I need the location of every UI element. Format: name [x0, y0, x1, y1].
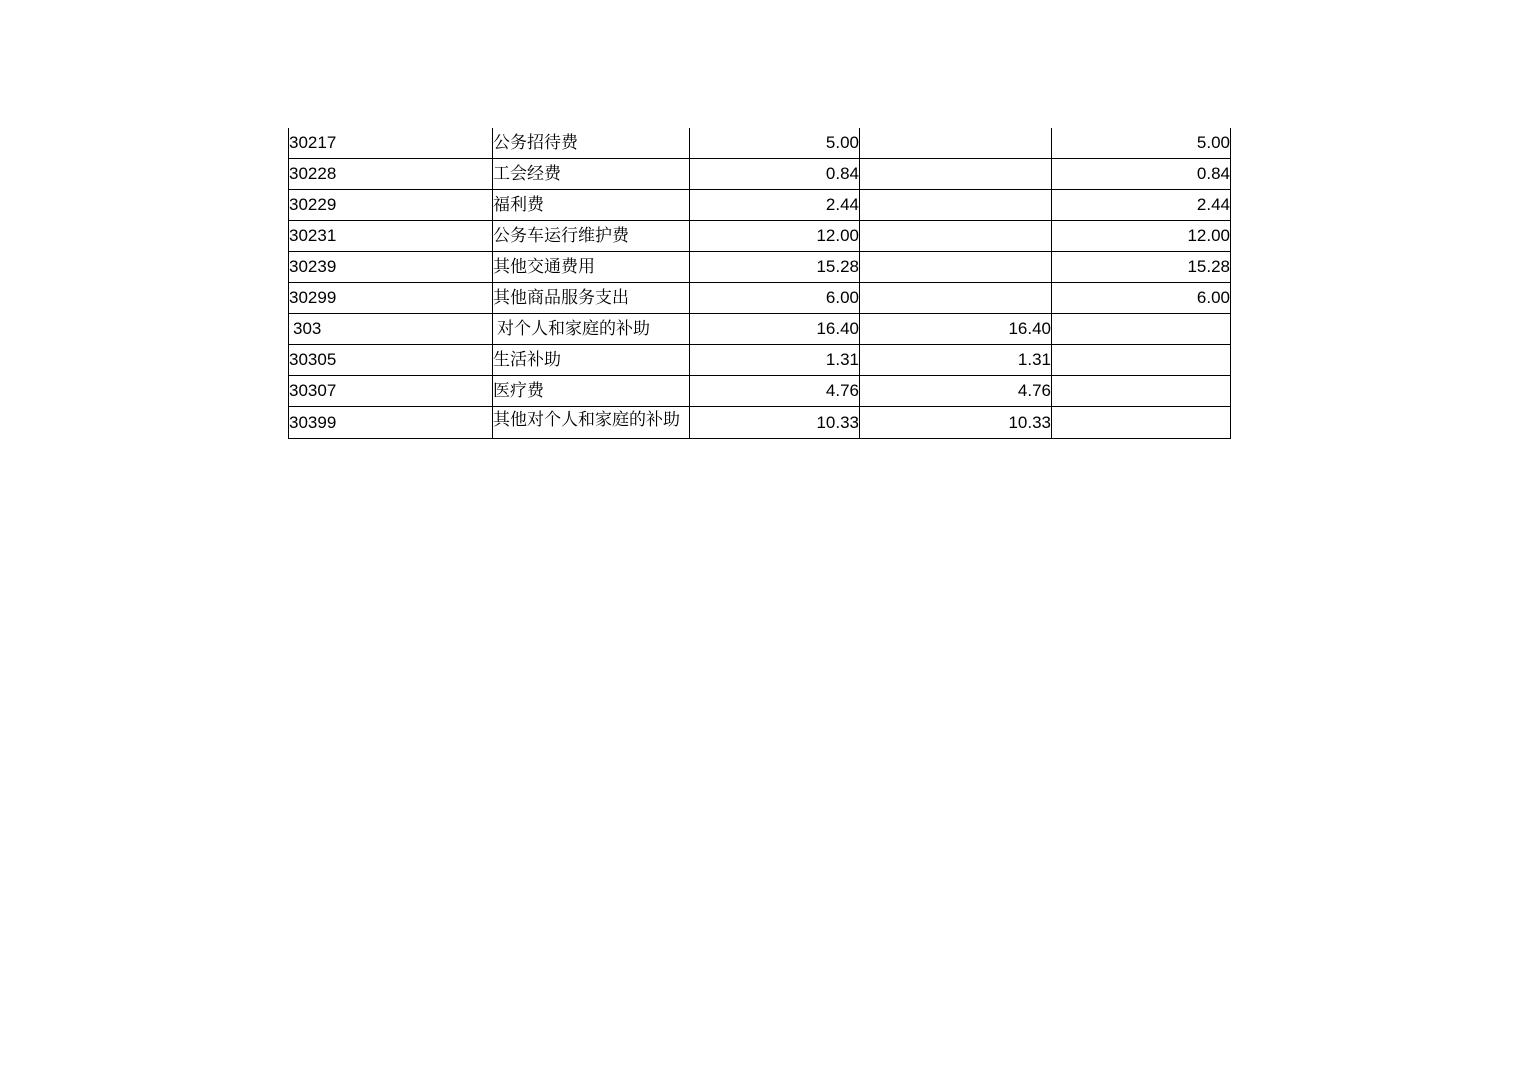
- row-basic: 4.76: [860, 376, 1052, 407]
- table-row: [289, 221, 1231, 252]
- row-project: 15.28: [1052, 252, 1231, 283]
- row-total: 5.00: [690, 128, 860, 159]
- table-row: [289, 376, 1231, 407]
- row-project: [1052, 345, 1231, 376]
- row-total: 6.00: [690, 283, 860, 314]
- row-code: 30217: [289, 128, 493, 159]
- row-basic: [860, 190, 1052, 221]
- row-basic: [860, 252, 1052, 283]
- row-basic: [860, 283, 1052, 314]
- row-name: 公务招待费: [493, 128, 690, 159]
- table-row: [289, 283, 1231, 314]
- row-total: 2.44: [690, 190, 860, 221]
- row-code: 30231: [289, 221, 493, 252]
- row-code: 30239: [289, 252, 493, 283]
- row-code: 303: [289, 314, 493, 345]
- budget-sheet: [288, 128, 1230, 439]
- row-name: 生活补助: [493, 345, 690, 376]
- row-code: 30299: [289, 283, 493, 314]
- row-code: 30305: [289, 345, 493, 376]
- row-basic: [860, 128, 1052, 159]
- row-name: 福利费: [493, 190, 690, 221]
- row-name: 工会经费: [493, 159, 690, 190]
- row-basic: 10.33: [860, 407, 1052, 439]
- row-project: [1052, 314, 1231, 345]
- row-project: 0.84: [1052, 159, 1231, 190]
- row-name: 公务车运行维护费: [493, 221, 690, 252]
- table-row-category: [289, 314, 1231, 345]
- row-code: 30228: [289, 159, 493, 190]
- row-project: 12.00: [1052, 221, 1231, 252]
- row-total: 1.31: [690, 345, 860, 376]
- row-basic: 16.40: [860, 314, 1052, 345]
- expenditure-table: [288, 128, 1231, 439]
- row-name: 对个人和家庭的补助: [493, 314, 690, 345]
- table-row: [289, 345, 1231, 376]
- table-row: [289, 128, 1231, 159]
- row-project: 5.00: [1052, 128, 1231, 159]
- row-project: 6.00: [1052, 283, 1231, 314]
- row-code: 30399: [289, 407, 493, 439]
- row-total: 4.76: [690, 376, 860, 407]
- row-project: [1052, 376, 1231, 407]
- row-project: [1052, 407, 1231, 439]
- row-project: 2.44: [1052, 190, 1231, 221]
- row-total: 10.33: [690, 407, 860, 439]
- row-name: 其他商品服务支出: [493, 283, 690, 314]
- row-code: 30229: [289, 190, 493, 221]
- table-row: [289, 407, 1231, 439]
- row-basic: [860, 221, 1052, 252]
- row-total: 16.40: [690, 314, 860, 345]
- table-row: [289, 190, 1231, 221]
- row-name: 医疗费: [493, 376, 690, 407]
- row-total: 12.00: [690, 221, 860, 252]
- row-total: 15.28: [690, 252, 860, 283]
- row-name: 其他对个人和家庭的补助: [493, 407, 690, 439]
- row-name: 其他交通费用: [493, 252, 690, 283]
- table-row: [289, 252, 1231, 283]
- table-row: [289, 159, 1231, 190]
- row-basic: [860, 159, 1052, 190]
- row-basic: 1.31: [860, 345, 1052, 376]
- row-total: 0.84: [690, 159, 860, 190]
- row-code: 30307: [289, 376, 493, 407]
